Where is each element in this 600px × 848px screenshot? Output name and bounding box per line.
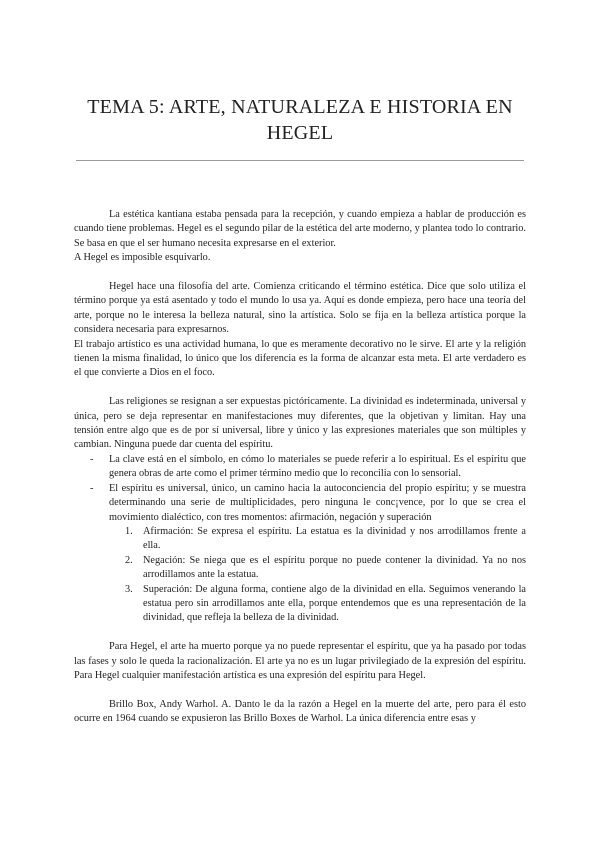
paragraph-death-of-art: Para Hegel, el arte ha muerto porque ya no puede representar el espíritu, que ya ha pasado por todas las fases y solo le queda la racionalización. El arte ya no es un lugar privilegiado de la expresión del espíritu. Para Hegel cualquier manifestación artística es una expresión del espíritu para Hegel. [74, 641, 526, 681]
paragraph-religions: Las religiones se resignan a ser expuestas pictóricamente. La divinidad es indeterminada, universal y única, pero se deja representar en manifestaciones muy diferentes, que la objetivan y limitan. Hay una tensión entre algo que es de por sí universal, libre y único y las expresiones materiales que son múltiples y cambian. Ninguna puede dar cuenta del espíritu. [74, 396, 526, 451]
list-item [74, 453, 526, 482]
list-number: 1. [125, 525, 133, 537]
list-number: 2. [125, 554, 133, 566]
list-item-text: El espíritu es universal, único, un camino hacia la autoconciencia del propio espíritu; y se muestra determinando una serie de multiplicidades, pero ninguna le conc¡vence, por lo que se crea el movimiento dialéctico, con tres momentos: afirmación, negación y superación [109, 482, 526, 523]
list-number: 3. [125, 583, 133, 595]
dash-marker: - [90, 453, 94, 465]
paragraph-philosophy-of-art: Hegel hace una filosofía del arte. Comienza criticando el término estética. Dice que solo utiliza el término porque ya está asentado y todo el mundo lo usa ya. Aquí es donde empieza, pero hace una teoría del arte, porque no le interesa la belleza natural, sino la artística. Solo se fija en la belleza artística porque la considera necesaria para expresarnos. [74, 281, 526, 336]
paragraph-gap [74, 626, 526, 640]
document-body [74, 208, 526, 727]
list-item-text: Superación: De alguna forma, contiene algo de la divinidad en ella. Seguimos venerando la estatua pero sin arrodillamos ante ella, porque entendemos que es una representación de la divinidad, que refleja la belleza de la divinidad. [143, 583, 526, 624]
bullet-list [74, 453, 526, 626]
paragraph-kant: La estética kantiana estaba pensada para la recepción, y cuando empieza a hablar de producción es cuando tiene problemas. Hegel es el segundo pilar de la estética del arte moderno, y plantea todo lo contrario. Se basa en que el ser humano necesita expresarse en el exterior. [74, 209, 526, 249]
paragraph-hegel-unavoidable: A Hegel es imposible esquivarlo. [74, 252, 211, 264]
paragraph-gap [74, 266, 526, 280]
list-item-text: Afirmación: Se expresa el espíritu. La estatua es la divinidad y nos arrodillamos frente a ella. [143, 525, 526, 552]
list-item-text: Negación: Se niega que es el espíritu porque no puede contener la divinidad. Ya no nos arrodillamos ante la estatua. [143, 554, 526, 581]
dash-marker: - [90, 482, 94, 494]
paragraph-gap [74, 683, 526, 697]
numbered-list [109, 525, 526, 626]
paragraph-brillo-box: Brillo Box, Andy Warhol. A. Danto le da la razón a Hegel en la muerte del arte, pero para él esto ocurre en 1964 cuando se expusieron las Brillo Boxes de Warhol. La única diferencia entre esas y [74, 698, 526, 725]
list-item [109, 583, 526, 626]
title-divider [76, 160, 524, 161]
list-item [109, 554, 526, 583]
list-item [109, 525, 526, 554]
paragraph-artistic-work: El trabajo artístico es una actividad humana, lo que es meramente decorativo no le sirve. El arte y la religión tienen la misma finalidad, lo único que los diferencia es la forma de alcanzar esta meta. El arte verdadero es el que convierte a Dios en el foco. [74, 338, 526, 379]
document-title: TEMA 5: ARTE, NATURALEZA E HISTORIA EN HEGEL [87, 96, 513, 144]
list-item-text: La clave está en el símbolo, en cómo lo materiales se puede referir a lo espiritual. Es el espíritu que genera obras de arte como el primer término medio que lo reconcilia con lo sensorial. [109, 453, 526, 480]
list-item [74, 482, 526, 626]
paragraph-gap [74, 381, 526, 395]
